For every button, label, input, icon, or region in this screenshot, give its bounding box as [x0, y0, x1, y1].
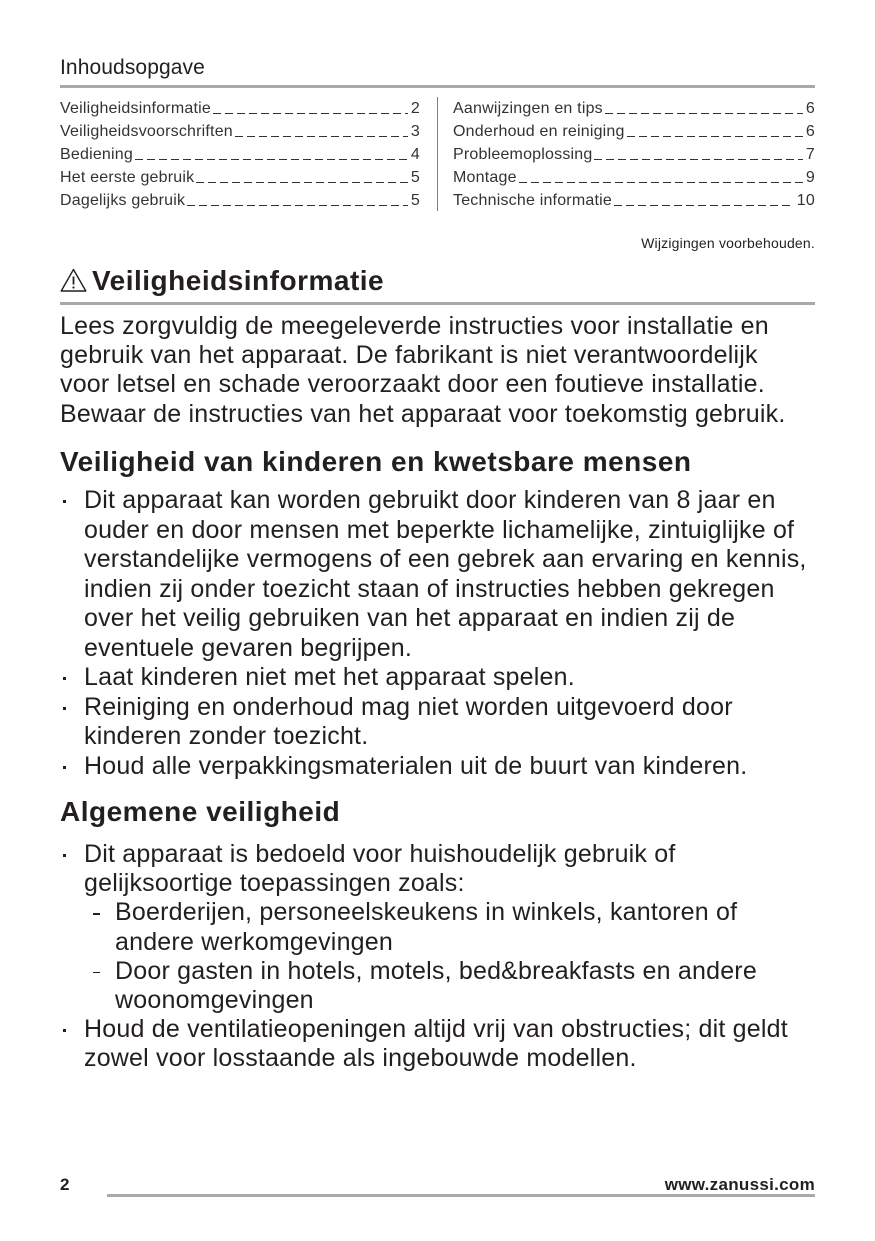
toc-right-column — [453, 97, 815, 212]
changes-note: Wijzigingen voorbehouden. — [641, 235, 815, 251]
list-item — [60, 840, 815, 1015]
list-item — [60, 1015, 815, 1073]
toc-entry[interactable] — [60, 166, 420, 189]
toc-entry-label: Het eerste gebruik — [60, 169, 195, 186]
toc-leader — [213, 113, 408, 114]
toc-entry-page: 9 — [805, 169, 815, 186]
bullet-marker — [63, 1029, 66, 1032]
subsection-title-children: Veiligheid van kinderen en kwetsbare mensen — [60, 446, 692, 477]
toc-entry[interactable] — [60, 97, 420, 120]
text-line: ouder en door mensen met beperkte lichamelijke, zintuiglijke of — [84, 515, 795, 544]
list-item — [60, 693, 815, 752]
bullet-marker — [63, 854, 66, 857]
text-line: gelijksoortige toepassingen zoals: — [84, 869, 465, 898]
toc-entry-page: 10 — [796, 192, 815, 209]
text-line: Lees zorgvuldig de meegeleverde instructies voor installatie en — [60, 312, 769, 340]
toc-entry[interactable] — [60, 189, 420, 212]
section-rule — [60, 302, 815, 305]
intro-paragraph — [60, 312, 815, 429]
sub-list-item — [84, 957, 815, 1015]
toc-entry[interactable] — [60, 143, 420, 166]
toc-entry-label: Technische informatie — [453, 192, 612, 209]
toc-leader — [594, 159, 802, 160]
toc-entry-page: 6 — [805, 123, 815, 140]
toc-leader — [196, 182, 408, 183]
toc-entry-page: 7 — [805, 146, 815, 163]
toc-entry-label: Aanwijzingen en tips — [453, 100, 603, 117]
text-line: Dit apparaat is bedoeld voor huishoudelijk gebruik of — [84, 840, 676, 868]
toc-entry[interactable] — [453, 189, 815, 212]
toc-leader — [187, 205, 408, 206]
toc-entry-page: 2 — [410, 100, 420, 117]
toc-entry-label: Probleemoplossing — [453, 146, 593, 163]
toc-entry[interactable] — [453, 120, 815, 143]
bullet-marker — [63, 766, 66, 769]
toc-entry[interactable] — [453, 166, 815, 189]
text-line: andere werkomgevingen — [115, 927, 393, 956]
toc-entry-page: 4 — [410, 146, 420, 163]
toc-entry-label: Dagelijks gebruik — [60, 192, 186, 209]
warning-icon — [60, 268, 87, 293]
text-line: indien zij onder toezicht staan of instructies hebben gekregen — [84, 574, 775, 603]
text-line: eventuele gevaren begrijpen. — [84, 633, 413, 662]
text-line: kinderen zonder toezicht. — [84, 722, 369, 750]
page-number: 2 — [60, 1175, 70, 1194]
toc-leader — [235, 136, 408, 137]
toc-entry-label: Onderhoud en reiniging — [453, 123, 625, 140]
general-safety-list — [60, 840, 815, 1074]
text-line: voor letsel en schade veroorzaakt door een foutieve installatie. — [60, 370, 765, 399]
toc-entry-label: Veiligheidsvoorschriften — [60, 123, 233, 140]
bullet-marker — [63, 677, 66, 680]
list-item — [60, 486, 815, 663]
text-line: Reiniging en onderhoud mag niet worden uitgevoerd door — [84, 692, 733, 721]
toc-entry[interactable] — [453, 97, 815, 120]
toc-leader — [519, 182, 803, 183]
toc-title: Inhoudsopgave — [60, 56, 205, 79]
bullet-marker — [63, 500, 66, 503]
toc-entry-page: 3 — [410, 123, 420, 140]
toc-leader — [135, 159, 408, 160]
children-safety-list — [60, 486, 815, 781]
toc-entry[interactable] — [60, 120, 420, 143]
text-line: woonomgevingen — [115, 986, 314, 1015]
text-line: over het veilig gebruiken van het apparaat en indien zij de — [84, 604, 736, 632]
sub-list-item — [84, 898, 815, 956]
text-line: Houd alle verpakkingsmaterialen uit de buurt van kinderen. — [84, 751, 748, 780]
toc-entry[interactable] — [453, 143, 815, 166]
dash-marker — [93, 972, 100, 974]
text-line: Houd de ventilatieopeningen altijd vrij van obstructies; dit geldt — [84, 1015, 788, 1044]
toc-leader — [627, 136, 803, 137]
subsection-title-general: Algemene veiligheid — [60, 796, 341, 827]
toc-leader — [614, 205, 794, 206]
website-link[interactable]: www.zanussi.com — [664, 1175, 815, 1194]
toc-divider-rule — [60, 85, 815, 88]
toc-entry-label: Veiligheidsinformatie — [60, 100, 211, 117]
text-line: Dit apparaat kan worden gebruikt door kinderen van 8 jaar en — [84, 486, 776, 514]
text-line: Boerderijen, personeelskeukens in winkels, kantoren of — [115, 898, 738, 927]
list-item — [60, 752, 815, 782]
list-item — [60, 663, 815, 693]
toc-entry-page: 5 — [410, 192, 420, 209]
section-title-safety: Veiligheidsinformatie — [92, 265, 385, 296]
text-line: gebruik van het apparaat. De fabrikant is niet verantwoordelijk — [60, 341, 758, 370]
dash-marker — [93, 913, 100, 915]
toc-entry-label: Montage — [453, 169, 517, 186]
text-line: zowel voor losstaande als ingebouwde modellen. — [84, 1044, 637, 1073]
bullet-marker — [63, 707, 66, 710]
toc-entry-page: 5 — [410, 169, 420, 186]
text-line: Bewaar de instructies van het apparaat voor toekomstig gebruik. — [60, 399, 786, 428]
toc-left-column — [60, 97, 420, 212]
text-line: Door gasten in hotels, motels, bed&breakfasts en andere — [115, 956, 757, 985]
text-line: Laat kinderen niet met het apparaat spelen. — [84, 663, 575, 691]
toc-entry-page: 6 — [805, 100, 815, 117]
text-line: verstandelijke vermogens of een gebrek aan ervaring en kennis, — [84, 545, 807, 573]
toc-leader — [605, 113, 803, 114]
toc-column-divider — [437, 97, 438, 211]
toc-entry-label: Bediening — [60, 146, 133, 163]
